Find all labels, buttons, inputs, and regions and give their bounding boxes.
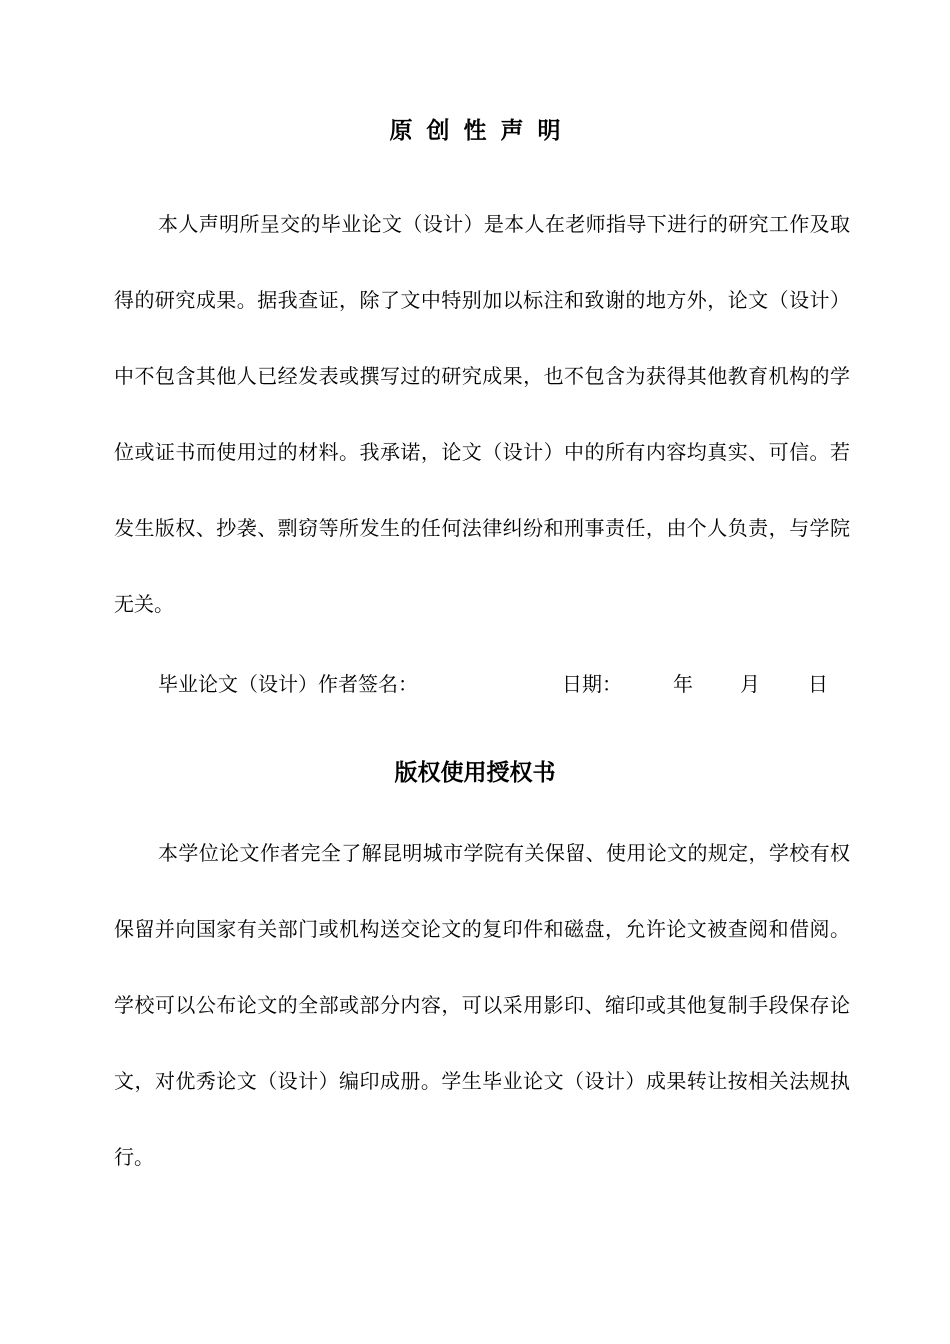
declaration-title: 原创性声明: [389, 118, 575, 144]
declaration-paragraph: 本人声明所呈交的毕业论文（设计）是本人在老师指导下进行的研究工作及取得的研究成果。据我查证，除了文中特别加以标注和致谢的地方外，论文（设计）中不包含其他人已经发表或撰写过的研究成果，也不包含为获得其他教育机构的学位或证书而使用过的材料。我承诺，论文（设计）中的所有内容均真实、可信。若发生版权、抄袭、剽窃等所发生的任何法律纠纷和刑事责任，由个人负责，与学院无关。: [114, 212, 850, 616]
signature-line: [158, 668, 850, 700]
authorization-title: 版权使用授权书: [394, 760, 556, 786]
year-label: 年: [673, 672, 693, 696]
day-label: 日: [808, 672, 828, 696]
date-label: 日期：: [562, 672, 622, 696]
signature-label: 毕业论文（设计）作者签名：: [158, 672, 418, 696]
month-label: 月: [740, 672, 760, 696]
authorization-paragraph: 本学位论文作者完全了解昆明城市学院有关保留、使用论文的规定，学校有权保留并向国家有关部门或机构送交论文的复印件和磁盘，允许论文被查阅和借阅。学校可以公布论文的全部或部分内容，可以采用影印、缩印或其他复制手段保存论文，对优秀论文（设计）编印成册。学生毕业论文（设计）成果转让按相关法规执行。: [114, 841, 850, 1169]
